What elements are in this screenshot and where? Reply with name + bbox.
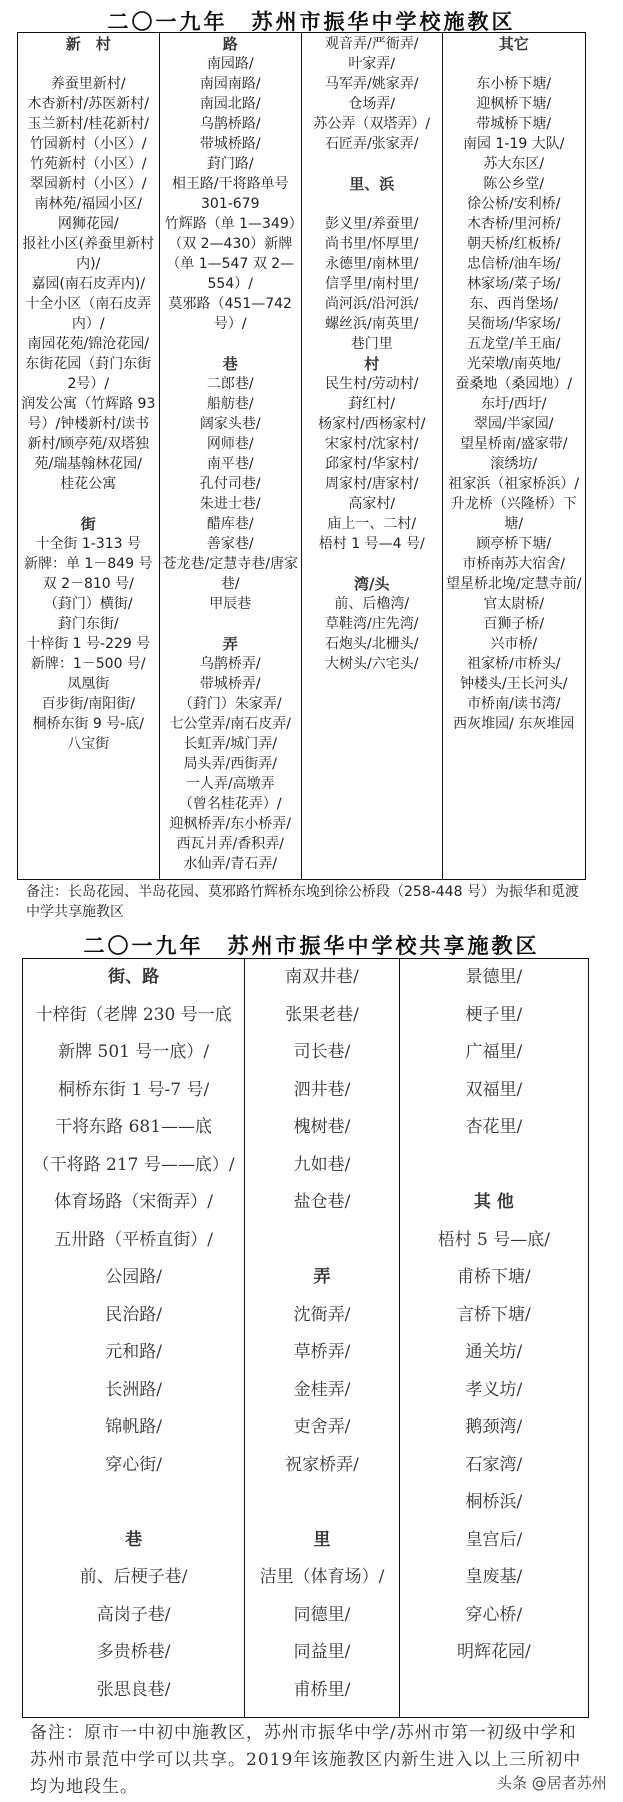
address-entry: 仓场弄/ <box>348 96 396 112</box>
address-entry: 泗井巷/ <box>293 1079 351 1100</box>
address-entry: 新牌：1－500 号/ <box>30 656 146 672</box>
address-entry: 言桥下塘/ <box>456 1304 531 1325</box>
section-heading: 其 他 <box>473 1192 514 1212</box>
address-entry: 观音弄/严衙弄/ <box>325 36 419 52</box>
address-entry: 光荣墩/南英地/ <box>467 356 561 372</box>
shared-district-table <box>22 958 589 1718</box>
address-entry: 鹅颈湾/ <box>465 1417 523 1437</box>
table1-title: 二〇一九年 苏州市振华中学校施教区 <box>107 10 516 34</box>
address-entry: 兴市桥/ <box>490 636 538 652</box>
address-entry: 木杏新村/苏医新村/ <box>27 96 149 112</box>
section-heading: 路 <box>222 35 238 53</box>
address-entry: 金桂弄/ <box>293 1379 351 1400</box>
address-entry: 张思良巷/ <box>96 1679 171 1700</box>
address-entry: 司长巷/ <box>293 1042 351 1062</box>
address-entry: 长虹弄/城门弄/ <box>183 736 277 752</box>
section-heading: 街、路 <box>108 967 160 987</box>
address-entry: 彭义里/养蚕里/ <box>325 216 419 232</box>
section-heading: 村 <box>364 355 380 373</box>
table-column <box>23 959 245 1717</box>
section-heading: 新 村 <box>65 35 111 53</box>
address-entry: 公园路/ <box>105 1267 162 1287</box>
address-entry: 梗子里/ <box>465 1004 523 1025</box>
address-entry: （曾名桂花弄）/ <box>178 796 282 812</box>
address-entry: 大树头/六宅头/ <box>325 656 419 672</box>
address-entry: 西瓦爿弄/香积弄/ <box>176 836 284 852</box>
address-entry: 望星桥南/盛家带/ <box>460 436 568 452</box>
blank-line <box>245 1484 398 1522</box>
address-entry: 信孚里/南村里/ <box>325 276 419 292</box>
address-entry: 吴衙场/华家场/ <box>467 316 561 332</box>
address-entry: 叶家弄/ <box>348 56 396 72</box>
address-entry <box>23 1709 244 1717</box>
address-entry: 升龙桥（兴隆桥）下塘/ <box>450 496 577 532</box>
table1-note: 备注：长岛花园、半岛花园、莫邪路竹辉桥东堍到徐公桥段（258-448 号）为振华和觅渡中学共享施教区 <box>26 884 579 920</box>
address-entry: 醋库巷/ <box>206 516 254 532</box>
address-entry: 十全街 1-313 号 <box>35 536 142 552</box>
address-entry: 南林苑/福园小区/ <box>34 196 142 212</box>
address-entry: 东圩/西圩/ <box>481 396 547 412</box>
address-entry: 甲辰巷 <box>209 596 252 612</box>
address-entry: 广福里/ <box>465 1042 523 1062</box>
address-entry: （干将路 217 号——底）/ <box>32 1154 235 1175</box>
address-entry: 同益里/ <box>293 1642 351 1662</box>
section-heading: 巷 <box>125 1529 143 1550</box>
address-entry: 穿心桥/ <box>465 1604 523 1625</box>
table2-note: 备注：原市一中初中施教区，苏州市振华中学/苏州市第一初级中学和苏州市景范中学可以共享。2019年该施教区内新生进入以上三所初中均为地段生。 <box>30 1723 582 1797</box>
address-entry: 南园南路/ <box>199 76 261 92</box>
section-heading: 巷 <box>222 355 238 373</box>
address-entry: 景德里/ <box>465 967 523 987</box>
address-entry: 十梓街（老牌 230 号一底 <box>35 1004 232 1025</box>
address-entry: 一人弄/高墩弄 <box>185 776 275 792</box>
address-entry: 二郎巷/ <box>206 376 254 392</box>
address-entry: 皇废基/ <box>465 1567 523 1587</box>
address-entry: 莫邪路（451—742号）/ <box>168 296 292 332</box>
address-entry: 网师巷/ <box>206 436 254 452</box>
address-entry: 螺丝浜/南英里/ <box>325 316 419 332</box>
section-heading: 其它 <box>498 35 529 53</box>
blank-line <box>305 554 439 574</box>
blank-line <box>400 1672 588 1710</box>
blank-line <box>305 674 439 694</box>
address-entry: 朝天桥/红板桥/ <box>467 236 561 252</box>
address-entry: 南平巷/ <box>206 456 254 472</box>
address-entry: 多贵桥巷/ <box>96 1642 171 1662</box>
address-entry: 五龙堂/羊王庙/ <box>467 336 561 352</box>
address-entry: 东小桥下塘/ <box>476 76 552 92</box>
address-entry: 梧村 1 号—4 号/ <box>318 536 425 552</box>
address-entry: 石炮头/北栅头/ <box>325 636 419 652</box>
address-entry: 前、后梗子巷/ <box>79 1567 188 1587</box>
address-entry: 洁里（体育场）/ <box>259 1567 385 1587</box>
address-entry: 报社小区(养蚕里新村内)/ <box>22 236 154 272</box>
address-entry: 忠信桥/油车场/ <box>467 256 561 272</box>
address-entry: （葑门）朱家弄/ <box>178 696 282 712</box>
address-entry: 葑门路/ <box>206 156 254 172</box>
address-entry: 南园北路/ <box>199 96 261 112</box>
address-entry: 南园 1-19 大队/ <box>463 136 565 152</box>
address-entry: 尚河浜/沿河浜/ <box>325 296 419 312</box>
blank-line <box>21 54 156 74</box>
address-entry: 船舫巷/ <box>206 396 254 412</box>
address-entry: 望星桥北堍/定慧寺前/ <box>446 576 582 592</box>
watermark: 头条 @居者苏州 <box>497 1774 607 1792</box>
address-entry: 水仙弄/青石弄/ <box>183 856 277 872</box>
address-entry: 祖家桥/市桥头/ <box>467 656 561 672</box>
address-entry: 苏大东区/ <box>483 156 545 172</box>
address-entry: 皇宫后/ <box>465 1529 523 1550</box>
address-entry: 桂花公寓 <box>60 476 117 492</box>
address-entry: 西灰堆园/ 东灰堆园 <box>453 716 575 732</box>
address-entry: 杏花里/ <box>465 1117 523 1137</box>
address-entry: 高岗子巷/ <box>96 1604 171 1625</box>
address-entry: 官太尉桥/ <box>483 596 545 612</box>
address-entry: 带城桥下塘/ <box>476 116 552 132</box>
address-entry: 顾亭桥下塘/ <box>476 536 552 552</box>
address-entry: 朱进士巷/ <box>199 496 261 512</box>
address-entry: 张果老巷/ <box>285 1004 359 1025</box>
address-entry: 新牌：单 1－849 号 <box>23 556 153 572</box>
address-entry: 民治路/ <box>105 1304 162 1325</box>
address-entry: 竹园新村（小区）/ <box>29 136 147 152</box>
address-entry: 祖家浜（祖家桥浜）/ <box>448 476 580 492</box>
blank-line <box>446 54 583 74</box>
address-entry: 桐桥东街 1 号-7 号/ <box>57 1079 210 1100</box>
address-entry: 凤凰街 <box>67 676 110 692</box>
address-entry: 穿心街/ <box>105 1454 162 1475</box>
blank-line <box>163 334 299 354</box>
address-entry: 槐树巷/ <box>293 1117 351 1137</box>
address-entry: 九如巷/ <box>293 1154 351 1175</box>
table2-title: 二〇一九年 苏州市振华中学校共享施教区 <box>83 934 540 958</box>
address-entry: 元和路/ <box>105 1342 162 1362</box>
address-entry: 十全小区（南石皮弄内）/ <box>25 296 152 332</box>
address-entry: 葑红村/ <box>348 396 396 412</box>
address-entry: 尚书里/怀厚里/ <box>325 236 419 252</box>
address-entry: 乌鹊桥弄/ <box>199 656 261 672</box>
address-entry: 东、西肖堡场/ <box>469 296 559 312</box>
section-heading: 里、浜 <box>349 175 395 193</box>
address-entry: 周家村/唐家村/ <box>325 476 419 492</box>
address-entry: 竹苑新村（小区）/ <box>29 156 147 172</box>
address-entry: 宋家村/沈家村/ <box>325 436 419 452</box>
address-entry: 石家湾/ <box>465 1454 523 1475</box>
address-entry: 东街花园（葑门东街 2号）/ <box>25 356 152 392</box>
address-entry: 吏舍弄/ <box>293 1417 351 1437</box>
address-entry: 前、后櫓湾/ <box>334 596 410 612</box>
address-entry: 网狮花园/ <box>57 216 119 232</box>
address-entry: 蚕桑地（桑园地）/ <box>455 376 573 392</box>
address-entry: 孝义坊/ <box>465 1379 523 1400</box>
table-column <box>302 33 443 879</box>
section-heading: 弄 <box>222 635 238 653</box>
address-entry: 新牌 501 号一底）/ <box>58 1042 210 1062</box>
address-entry: 养蚕里新村/ <box>50 76 126 92</box>
blank-line <box>245 1222 398 1260</box>
address-entry: 南园路/ <box>206 56 254 72</box>
address-entry: 明辉花园/ <box>456 1642 531 1662</box>
address-entry: 南园花苑/锦沧花园/ <box>27 336 149 352</box>
table-column <box>160 33 303 879</box>
address-entry: 徐公桥/安利桥/ <box>467 196 561 212</box>
address-entry: 通关坊/ <box>465 1342 523 1362</box>
address-entry: 竹辉路（单 1—349）（双 2—430）新牌（单 1—547 双 2—554）/ <box>164 216 296 292</box>
blank-line <box>21 494 156 514</box>
address-entry: 庙上一、二村/ <box>327 516 417 532</box>
blank-line <box>400 1147 588 1185</box>
section-heading: 湾/头 <box>354 575 390 593</box>
address-entry: 桐桥东街 9 号-底/ <box>32 716 145 732</box>
table-column <box>443 33 586 879</box>
address-entry: 葑门东街/ <box>57 616 119 632</box>
address-entry: 润发公寓（竹辉路 93号）/钟楼新村/读书新村/顾亭苑/双塔独苑/瑞基翰林花园/ <box>21 396 156 472</box>
address-entry: 木杏桥/里河桥/ <box>467 216 561 232</box>
address-entry: 南双井巷/ <box>285 967 359 987</box>
address-entry: 百步街/南阳街/ <box>41 696 135 712</box>
address-entry: 林家场/菜子场/ <box>467 276 561 292</box>
address-entry: 翠园新村（小区）/ <box>29 176 147 192</box>
blank-line <box>163 614 299 634</box>
address-entry: 巷门里 <box>350 336 393 352</box>
address-entry: 市桥南苏大宿舍/ <box>462 556 566 572</box>
address-entry: 杨家村/西杨家村/ <box>318 416 426 432</box>
address-entry: 锦帆路/ <box>105 1417 162 1437</box>
address-entry: 体育场路（宋衙弄）/ <box>54 1192 213 1212</box>
address-entry: 祝家桥弄/ <box>285 1454 359 1475</box>
address-entry: 永德里/南林里/ <box>325 256 419 272</box>
blank-line <box>305 194 439 214</box>
address-entry: 民生村/劳动村/ <box>325 376 419 392</box>
section-heading: 里 <box>313 1529 331 1550</box>
table-column <box>400 959 588 1717</box>
address-entry: 乌鹊桥路/ <box>199 116 261 132</box>
address-entry: 干将东路 681——底 <box>55 1117 213 1137</box>
address-entry: 迎枫桥下塘/ <box>476 96 552 112</box>
address-entry: 甫桥里/ <box>293 1679 351 1700</box>
section-heading: 街 <box>80 515 96 533</box>
blank-line <box>305 154 439 174</box>
address-entry: 邱家村/华家村/ <box>325 456 419 472</box>
address-entry: 市桥南/读书湾/ <box>467 696 561 712</box>
address-entry: 带城桥路/ <box>199 136 261 152</box>
address-entry: 苏公弄（双塔弄）/ <box>313 116 431 132</box>
address-entry: 甫桥下塘/ <box>456 1267 531 1287</box>
address-entry: 苍龙巷/定慧寺巷/唐家巷/ <box>162 556 298 592</box>
address-entry: 沈衙弄/ <box>293 1304 351 1325</box>
address-entry: 草桥弄/ <box>293 1342 351 1362</box>
address-entry: 石匠弄/张家弄/ <box>325 136 419 152</box>
address-entry: 长洲路/ <box>105 1379 162 1400</box>
address-entry: 百狮子桥/ <box>483 616 545 632</box>
table-column <box>18 33 160 879</box>
address-entry: 高家村/ <box>348 496 396 512</box>
address-entry: 十梓街 1 号-229 号 <box>26 636 151 652</box>
address-entry: 善家巷/ <box>206 536 254 552</box>
address-entry: 五卅路（平桥直街）/ <box>54 1229 213 1250</box>
address-entry: 八宝街 <box>67 736 110 752</box>
table-column <box>245 959 399 1717</box>
address-entry: 马军弄/姚家弄/ <box>325 76 419 92</box>
address-entry: 阔家头巷/ <box>199 416 261 432</box>
address-entry: 同德里/ <box>293 1604 351 1625</box>
address-entry: 翠园/半家园/ <box>474 416 554 432</box>
address-entry: 滚绣坊/ <box>490 456 538 472</box>
address-entry: 迎枫桥弄/东小桥弄/ <box>169 816 291 832</box>
address-entry: 钟楼头/王长河头/ <box>460 676 568 692</box>
address-entry: 玉兰新村/桂花新村/ <box>27 116 149 132</box>
address-entry: 梧村 5 号—底/ <box>437 1229 551 1250</box>
address-entry: 盐仓巷/ <box>293 1192 351 1212</box>
address-entry: 双 2－810 号/ <box>42 576 134 592</box>
address-entry: 七公堂弄/南石皮弄/ <box>169 716 291 732</box>
address-entry: 局头弄/西街弄/ <box>183 756 277 772</box>
address-entry: 孔付司巷/ <box>199 476 261 492</box>
address-entry: （葑门）横街/ <box>43 596 133 612</box>
address-entry: 带城桥弄/ <box>199 676 261 692</box>
blank-line <box>446 734 583 754</box>
address-entry: 桐桥浜/ <box>465 1492 523 1512</box>
address-entry: 嘉园(南石皮弄内)/ <box>31 276 146 292</box>
school-district-table <box>17 32 586 880</box>
address-entry: 双福里/ <box>465 1079 523 1100</box>
blank-line <box>23 1484 244 1522</box>
section-heading: 弄 <box>313 1267 331 1287</box>
address-entry: 陈公乡堂/ <box>483 176 545 192</box>
address-entry: 草鞋湾/庄先湾/ <box>325 616 419 632</box>
address-entry: 相王路/干将路单号 301-679 <box>171 176 289 212</box>
